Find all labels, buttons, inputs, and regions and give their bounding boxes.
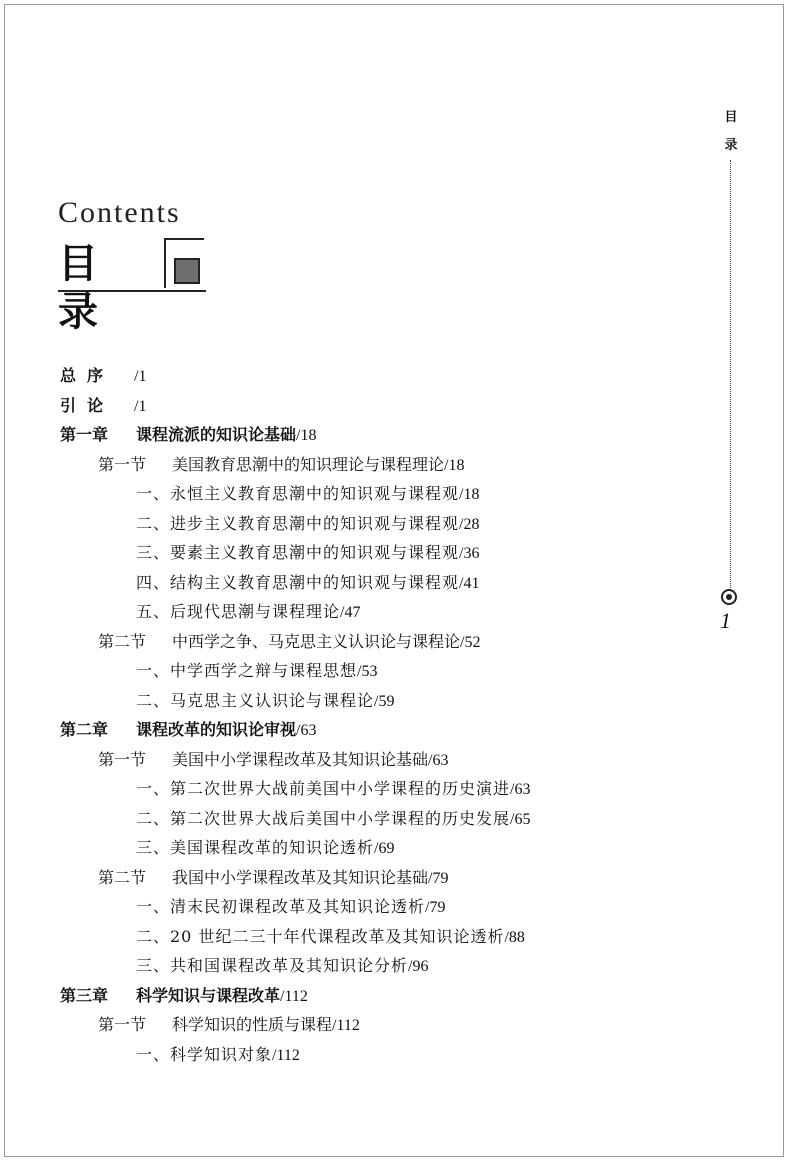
toc-entry-page: /52 — [460, 633, 481, 651]
toc-entry — [98, 1015, 360, 1036]
toc-entry-page: /63 — [510, 781, 531, 798]
toc-entry-title: 三、美国课程改革的知识论透析 — [136, 838, 375, 857]
toc-entry-title: 课程流派的知识论基础 — [136, 425, 297, 444]
toc-entry-title: 五、后现代思潮与课程理论 — [136, 602, 341, 621]
toc-entry — [98, 750, 448, 771]
toc-entry — [136, 956, 428, 977]
toc-entry — [136, 514, 479, 535]
toc-entry-page: /18 — [444, 456, 465, 474]
dotted-side-rule — [730, 160, 731, 588]
toc-entry-page: /96 — [408, 958, 429, 975]
toc-entry-title: 一、中学西学之辩与课程思想 — [136, 661, 358, 680]
toc-entry-label: 第一节 — [98, 454, 147, 474]
toc-entry-page: /112 — [332, 1017, 360, 1034]
toc-entry-title: 一、永恒主义教育思潮中的知识观与课程观 — [136, 484, 460, 503]
toc-entry — [136, 573, 479, 594]
toc-entry-title: 一、第二次世界大战前美国中小学课程的历史演进 — [136, 779, 511, 798]
toc-title: 目 录 — [58, 241, 120, 335]
toc-entry-page: /59 — [374, 692, 395, 710]
toc-entry-page: /53 — [357, 663, 378, 680]
toc-entry-page: /47 — [340, 604, 361, 621]
side-running-head — [723, 104, 739, 160]
toc-entry — [136, 779, 530, 800]
toc-entry-label: 总序 — [60, 366, 115, 385]
toc-entry-label: 第二节 — [98, 867, 147, 887]
side-running-head-text: 目录 — [724, 110, 738, 153]
toc-entry-page: /65 — [510, 810, 531, 828]
toc-entry-page: /41 — [459, 574, 480, 592]
toc-entry — [136, 543, 479, 564]
toc-entry-title: 美国教育思潮中的知识理论与课程理论 — [172, 454, 445, 474]
toc-entry — [60, 366, 146, 387]
toc-entry-title: 二、进步主义教育思潮中的知识观与课程观 — [136, 513, 460, 533]
toc-heading — [58, 238, 206, 335]
toc-entry-page: /63 — [428, 751, 449, 769]
toc-entry-label: 第一章 — [60, 425, 109, 444]
toc-entry — [98, 868, 448, 889]
toc-entry-title: 二、马克思主义认识论与课程论 — [136, 690, 375, 710]
toc-entry-page: /1 — [134, 368, 147, 385]
toc-entry — [98, 455, 464, 476]
toc-entry-page: /79 — [425, 899, 446, 916]
toc-entry — [136, 484, 479, 505]
contents-heading: Contents — [58, 196, 181, 229]
toc-entry-title: 三、要素主义教育思潮中的知识观与课程观 — [136, 543, 460, 562]
toc-entry-title: 我国中小学课程改革及其知识论基础 — [172, 867, 429, 887]
toc-entry-page: /112 — [272, 1046, 300, 1064]
toc-entry — [136, 809, 530, 830]
toc-entry-label: 第三章 — [60, 985, 109, 1005]
toc-entry-label: 第一节 — [98, 1015, 147, 1034]
toc-entry-title: 一、科学知识对象 — [136, 1044, 273, 1064]
toc-entry-page: /79 — [428, 869, 449, 887]
toc-entry — [98, 632, 480, 653]
square-icon — [174, 258, 200, 284]
toc-entry-title: 中西学之争、马克思主义认识论与课程论 — [172, 631, 461, 651]
toc-entry — [136, 897, 445, 918]
toc-entry-label: 第一节 — [98, 749, 147, 769]
toc-entry-title: 美国中小学课程改革及其知识论基础 — [172, 749, 429, 769]
toc-entry — [136, 661, 377, 682]
toc-entry — [60, 986, 308, 1007]
toc-entry — [60, 720, 316, 741]
toc-entry-title: 四、结构主义教育思潮中的知识观与课程观 — [136, 572, 460, 592]
toc-entry-page: /18 — [459, 486, 480, 503]
toc-entry — [136, 927, 525, 948]
toc-entry-page: /88 — [504, 928, 525, 946]
toc-entry-title: 二、第二次世界大战后美国中小学课程的历史发展 — [136, 808, 511, 828]
toc-entry-title: 一、清末民初课程改革及其知识论透析 — [136, 897, 426, 916]
toc-entry-page: /36 — [459, 545, 480, 562]
toc-entry — [136, 1045, 300, 1066]
toc-entry-page: /63 — [296, 722, 317, 739]
toc-entry-page: /28 — [459, 515, 480, 533]
toc-entry-page: /1 — [134, 397, 147, 415]
toc-entry-title: 科学知识的性质与课程 — [172, 1015, 333, 1034]
toc-entry-label: 第二章 — [60, 720, 109, 739]
page-number: 1 — [720, 608, 731, 633]
toc-entry-title: 科学知识与课程改革 — [136, 985, 281, 1005]
toc-entry — [136, 838, 394, 859]
toc-entry-page: /112 — [280, 987, 308, 1005]
page-marker-icon — [721, 589, 737, 605]
toc-entry-page: /69 — [374, 840, 395, 857]
toc-entry-label: 第二节 — [98, 631, 147, 651]
toc-entry-title: 三、共和国课程改革及其知识论分析 — [136, 956, 409, 975]
toc-entry — [60, 425, 316, 446]
toc-entry-page: /18 — [296, 427, 317, 444]
toc-entry — [60, 396, 146, 417]
toc-entry-title: 课程改革的知识论审视 — [136, 720, 297, 739]
toc-entry-label: 引论 — [60, 395, 115, 415]
toc-entry — [136, 602, 360, 623]
toc-entry-title: 二、20 世纪二三十年代课程改革及其知识论透析 — [136, 926, 505, 946]
toc-entry — [136, 691, 394, 712]
